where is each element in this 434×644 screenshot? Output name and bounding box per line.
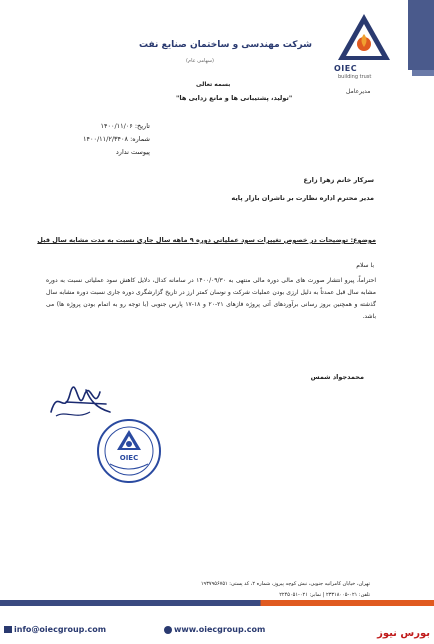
letter-body: احتراماً، پیرو انتشار صورت های مالی دوره مالی منتهی به ۱۴۰۰/۰۹/۳۰ در سامانه کدال، دلایل کاهش سود عملیاتی نسبت به دوره مشابه سال قبل عمدتاً به دلیل ارزی بودن عملیات شرکت و نوسان کمتر ارز در تاریخ گزارشگری دوره جاری نسبت دوره مشابه سال گذشته و همچنین بروز رسانی برآوردهای آتی پروژه فازهای ۲۱-۲۰ و ۱۸-۱۷ پارس جنوبی (با توجه رو به اتمام بودن پروژه ها) می باشد. bbox=[46, 277, 377, 320]
email-icon bbox=[4, 626, 12, 633]
recipient-salutation: سرکار خانم زهرا زارع bbox=[303, 176, 374, 184]
basmala: بسمه تعالی bbox=[196, 81, 231, 88]
footer-email[interactable]: info@oiecgroup.com bbox=[14, 625, 107, 634]
recipient-position: مدیر محترم اداره نظارت بر ناشران بازار پایه bbox=[231, 194, 374, 202]
oiec-logo-icon bbox=[336, 12, 392, 66]
greeting: با سلام bbox=[356, 262, 374, 269]
sender-title: مدیرعامل bbox=[346, 88, 371, 95]
letter-subject: موضوع: توضیحات در خصوص تغییرات سود عملیاتی دوره ۹ ماهه سال جاری نسبت به مدت مشابه سال قبل bbox=[37, 236, 376, 244]
footer-website[interactable]: www.oiecgroup.com bbox=[174, 625, 266, 634]
company-name: شرکت مهندسی و ساختمان صنایع نفت bbox=[139, 40, 312, 50]
brand-tagline: building trust bbox=[338, 74, 372, 80]
header-corner-accent bbox=[412, 70, 434, 76]
letter-number: شماره: ۱۴۰۰/۱۱/۲/۳۴۰۸ bbox=[83, 135, 150, 143]
company-type: (سهامی عام) bbox=[186, 58, 214, 64]
footer-address: تهران، خیابان کامرانیه جنوبی، نبش کوچه پیروز، شماره ۲، کد پستی: ۱۹۳۷۹۵۶۷۵۱ bbox=[200, 581, 370, 587]
handwritten-signature-icon bbox=[46, 382, 116, 422]
globe-icon bbox=[164, 626, 172, 634]
header-corner-bar bbox=[408, 0, 434, 70]
year-slogan: "تولید، پشتیبانی ها و مانع زدایی ها" bbox=[176, 94, 293, 102]
signer-name: محمدجواد شمس bbox=[310, 373, 364, 381]
footer-phones: تلفن: ۰۲۱-۲۳۳۱۸۰۰۵ | نمابر: ۰۲۱-۲۲۴۵۰۵۱ bbox=[279, 592, 370, 598]
letter-attachment: پیوست ندارد bbox=[115, 148, 150, 156]
letter-date: تاریخ: ۱۴۰۰/۱۱/۰۶ bbox=[100, 122, 150, 130]
footer-bar bbox=[0, 600, 434, 606]
company-stamp-icon bbox=[96, 418, 162, 484]
stamp-brand: OIEC bbox=[119, 454, 139, 462]
news-watermark: بورس نیوز bbox=[377, 628, 430, 639]
brand-name: OIEC bbox=[334, 64, 358, 73]
